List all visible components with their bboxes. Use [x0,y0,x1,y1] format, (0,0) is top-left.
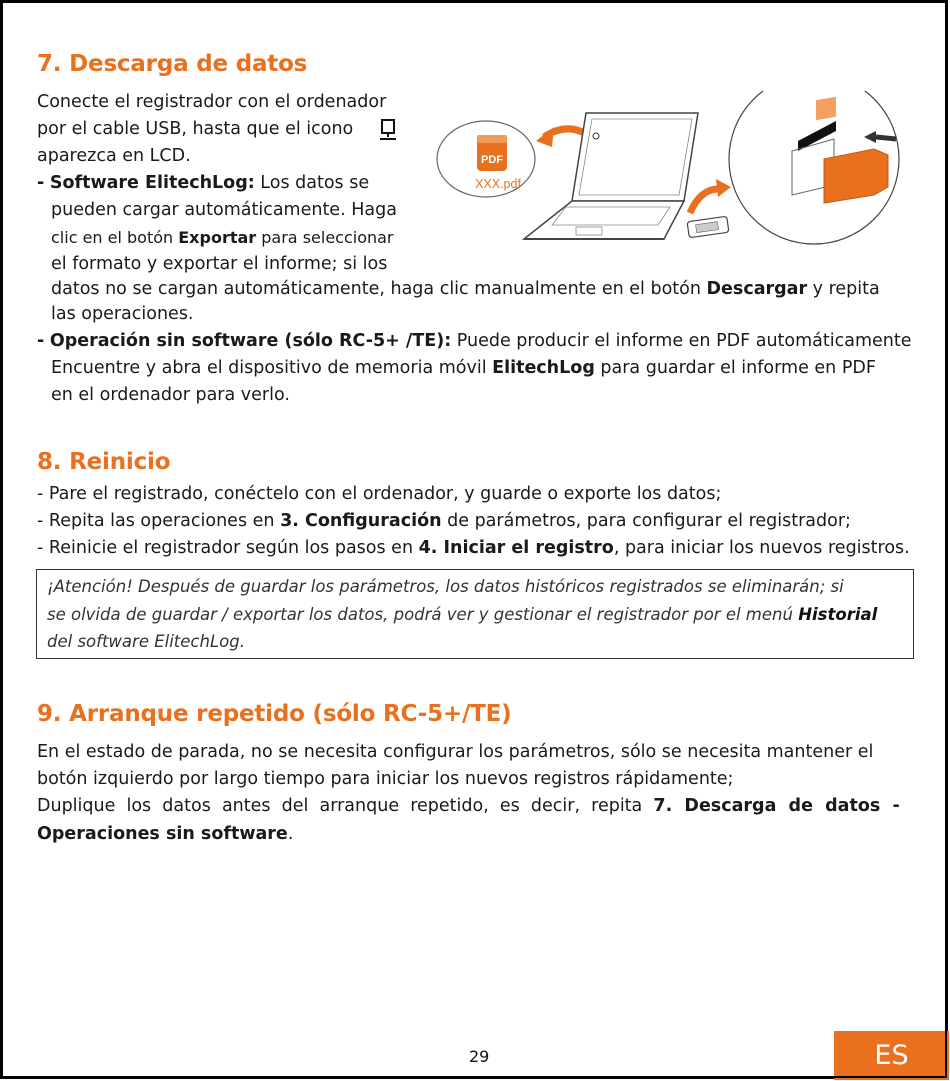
pdf-file-icon [437,121,535,197]
s8-line-1: - Pare el registrado, conéctelo con el ordenador, y guarde o exporte los datos; [37,484,722,504]
s7-bullet-1-line-5: datos no se cargan automáticamente, haga clic manualmente en el botón Descargar y repita [51,279,880,299]
s7-bullet-1: - Software ElitechLog: Los datos se [37,173,370,193]
s9-line-3: Duplique los datos antes del arranque repetido, es decir, repita 7. Descarga de datos - [37,796,900,816]
s8-line-3: - Reinicie el registrador según los pasos en 4. Iniciar el registro, para iniciar los nuevos registros. [37,538,910,558]
s7-line-1: Conecte el registrador con el ordenador [37,92,387,112]
s7-bullet-2-line-3: en el ordenador para verlo. [51,385,290,405]
s7-bullet-1-line-2: pueden cargar automáticamente. Haga [51,200,397,220]
page-number: 29 [469,1047,490,1066]
attention-note [36,569,914,659]
s7-line-2: por el cable USB, hasta que el icono [37,119,354,139]
s7-bullet-1-line-6: las operaciones. [51,304,194,324]
usb-zoom-detail [729,91,899,244]
s9-line-4: Operaciones sin software. [37,824,294,844]
s7-bullet-2-line-2: Encuentre y abra el dispositivo de memoria móvil ElitechLog para guardar el informe en PDF [51,358,876,378]
s9-line-2: botón izquierdo por largo tiempo para iniciar los nuevos registros rápidamente; [37,769,734,789]
svg-text:XXX.pdf: XXX.pdf [475,177,521,191]
note-line-3: del software ElitechLog. [47,632,245,651]
s9-line-1: En el estado de parada, no se necesita configurar los parámetros, sólo se necesita mantener el [37,742,874,762]
note-line-1: ¡Atención! Después de guardar los parámetros, los datos históricos registrados se eliminarán; si [47,577,844,596]
s7-line-3: aparezca en LCD. [37,146,191,166]
s7-bullet-1-line-3: clic en el botón Exportar para seleccionar [51,228,394,247]
s7-bullet-2: - Operación sin software (sólo RC-5+ /TE): Puede producir el informe en PDF automáticamente [37,331,912,351]
computer-icon [379,118,397,142]
arrow-icon [690,189,722,213]
s8-line-2: - Repita las operaciones en 3. Configuración de parámetros, para configurar el registrador; [37,511,851,531]
s7-bullet-1-line-4: el formato y exportar el informe; si los [51,254,388,274]
section-7-title: 7. Descarga de datos [37,51,308,77]
note-line-2: se olvida de guardar / exportar los datos, podrá ver y gestionar el registrador por el menú Historial [47,604,878,624]
language-tab: ES [834,1031,949,1080]
usb-connection-illustration [426,91,916,291]
svg-text:PDF: PDF [481,154,503,166]
section-8-title: 8. Reinicio [37,449,171,475]
usb-logger-icon [687,216,729,237]
section-9-title: 9. Arranque repetido (sólo RC-5+/TE) [37,701,512,727]
